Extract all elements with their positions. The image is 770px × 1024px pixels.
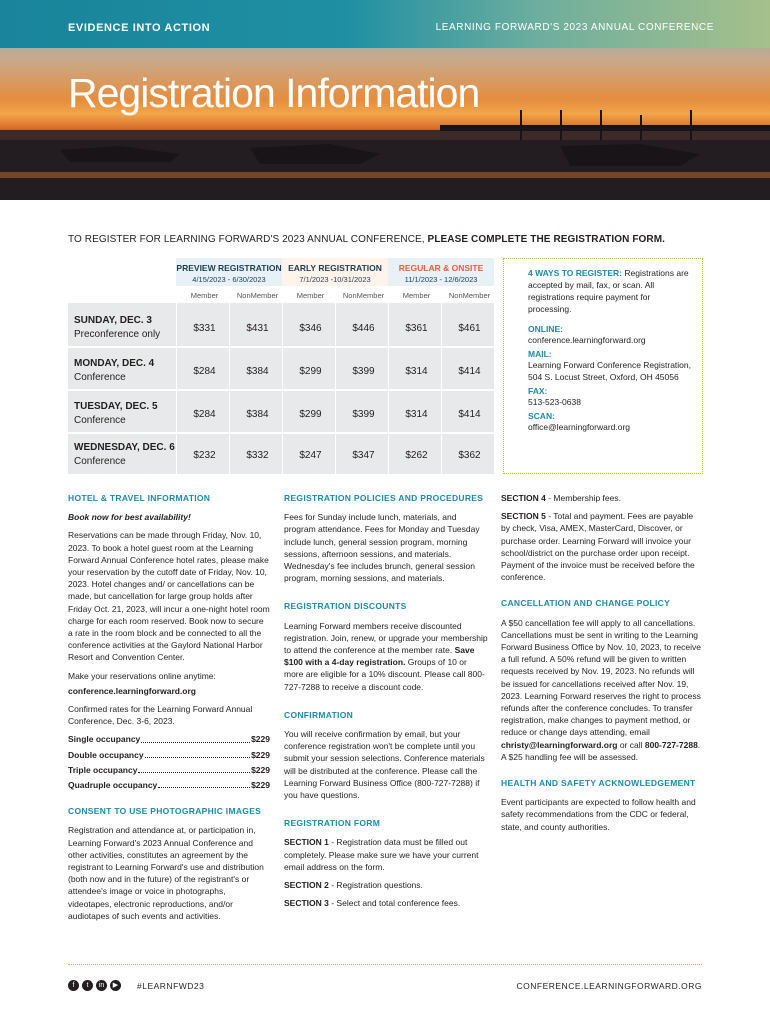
cancel-email[interactable]: christy@learningforward.org: [501, 739, 618, 750]
social-icons: [68, 980, 121, 991]
nonmember-label: NonMember: [236, 291, 279, 300]
ways-to-register-box: 4 WAYS TO REGISTER: Registrations are accepted by mail, fax, or scan. All registrations require payment for processing. ONLINE: conference.learningforward.org MAIL: Learning Forward Conference Registration, 504 S. Locust Street, Oxford, OH 45056 FAX: 513-523-0638 SCAN: office@learningforward.org: [503, 258, 703, 474]
hotel-link[interactable]: conference.learningforward.org: [68, 685, 196, 696]
table-row: SUNDAY, DEC. 3 Preconference only $331 $431 $346 $446 $361 $461: [74, 315, 481, 340]
policies-column: REGISTRATION POLICIES AND PROCEDURES Fees for Sunday include lunch, materials, and program attendance. Fees for Monday and Tuesday include lunch, general session program, morning sessions, afternoon sessions, and materials. Wednesday's fee includes brunch, general session program, morning sessions, and materials. REGISTRATION DISCOUNTS Learning Forward members receive discounted registration. Join, renew, or upgrade your membership to attend the conference at the member rate. Save $100 with a 4-day registration. Groups of 10 or more are eligible for a 10% discount. Please call 800-727-7288 to receive a discount code. CONFIRMATION You will receive confirmation by email, but your conference registration won't be complete until you submit your session selections. Conference materials will be distributed at the conference. Please call the Learning Forward Business Office (800-727-7288) if you have questions. REGISTRATION FORM SECTION 1 - Registration data must be filled out completely. Please make sure we have your current email address on the form. SECTION 2 - Registration questions. SECTION 3 - Select and total conference fees.: [284, 493, 488, 909]
evidence-label: EVIDENCE INTO ACTION: [68, 22, 211, 34]
linkedin-icon[interactable]: in: [96, 980, 107, 991]
period-header: REGULAR & ONSITE 11/1/2023 - 12/6/2023: [388, 258, 494, 286]
nonmember-label: NonMember: [448, 291, 491, 300]
fee-table: [68, 258, 494, 474]
footer-divider: [68, 964, 702, 965]
online-link[interactable]: conference.learningforward.org: [528, 335, 646, 345]
conference-label: LEARNING FORWARD'S 2023 ANNUAL CONFERENCE: [435, 22, 714, 33]
table-row: TUESDAY, DEC. 5 Conference $284 $384 $299 $399 $314 $414: [74, 401, 481, 426]
table-row: WEDNESDAY, DEC. 6 Conference $232 $332 $247 $347 $262 $362: [74, 442, 481, 467]
harbor-silhouette: [0, 110, 770, 200]
page-title: Registration Information: [68, 70, 480, 116]
footer-url[interactable]: CONFERENCE.LEARNINGFORWARD.ORG: [516, 981, 702, 991]
intro-text: TO REGISTER FOR LEARNING FORWARD'S 2023 ANNUAL CONFERENCE, PLEASE COMPLETE THE REGISTRATION FORM.: [68, 234, 666, 245]
hero-banner: [0, 0, 770, 200]
member-label: Member: [190, 291, 219, 300]
member-label: Member: [296, 291, 325, 300]
nonmember-label: NonMember: [342, 291, 385, 300]
table-body: [68, 303, 494, 474]
period-header: PREVIEW REGISTRATION 4/15/2023 - 6/30/2023: [176, 258, 282, 286]
hotel-column: HOTEL & TRAVEL INFORMATION Book now for best availability! Reservations can be made through Friday, Nov. 10, 2023. To book a hotel guest room at the Learning Forward Annual Conference hotel rates, please make your reservation by the cutoff date of Friday, Nov. 10, 2023. Hotel changes and/ or cancellations can be made, but cancellation for large group holds after Friday Oct. 21, 2023, will incur a one-night hotel room charge for each room reserved. Book now to secure a rate in the room block and be connected to all the conference activities at the Gaylord National Harbor Resort and Convention Center. Make your reservations online anytime: conference.learningforward.org Confirmed rates for the Learning Forward Annual Conference, Dec. 3-6, 2023. Single occupancy $229 Double occupancy $229 Triple occupancy $229 Quadruple occupancy $229 CONSENT TO USE PHOTOGRAPHIC IMAGES Registration and attendance at, or participation in, Learning Forward's 2023 Annual Conference and other activities, constitutes an agreement by the registrant to Learning Forward's use and distribution (both now and in the future) of the registrant's or attendee's image or voice in photographs, videotapes, electronic reproductions, and/or audiotapes of such events and activities.: [68, 493, 270, 921]
sections-column: SECTION 4 - Membership fees. SECTION 5 - Total and payment. Fees are payable by check, Visa, AMEX, MasterCard, Discover, or purchase order. Learning Forward will invoice your school/district on the purchase order upon receipt. Payment of the invoice must be received before the conference. CANCELLATION AND CHANGE POLICY A $50 cancellation fee will apply to all cancellations. Cancellations must be sent in writing to the Learning Forward Business Office by Nov. 10, 2023, to receive a full refund. A 50% refund will be given to written requests received by Nov. 19, 2023. No refunds will be issued for cancellations received after Nov. 19, 2023. Learning Forward reserves the right to process refunds after the conference concludes. To transfer registration, make changes to payment method, or reduce or change days attending, email christy@learningforward.org or call 800-727-7288. A $25 handling fee will be assessed. HEALTH AND SAFETY ACKNOWLEDGEMENT Event participants are expected to follow health and safety recommendations from the CDC or federal, state, and county authorities.: [501, 493, 702, 832]
table-row: MONDAY, DEC. 4 Conference $284 $384 $299 $399 $314 $414: [74, 358, 481, 383]
youtube-icon[interactable]: ▶: [110, 980, 121, 991]
hashtag: #LEARNFWD23: [137, 981, 205, 991]
facebook-icon[interactable]: f: [68, 980, 79, 991]
scan-email[interactable]: office@learningforward.org: [528, 422, 631, 432]
twitter-icon[interactable]: t: [82, 980, 93, 991]
member-label: Member: [402, 291, 431, 300]
period-header: EARLY REGISTRATION 7/1/2023 -10/31/2023: [282, 258, 388, 286]
